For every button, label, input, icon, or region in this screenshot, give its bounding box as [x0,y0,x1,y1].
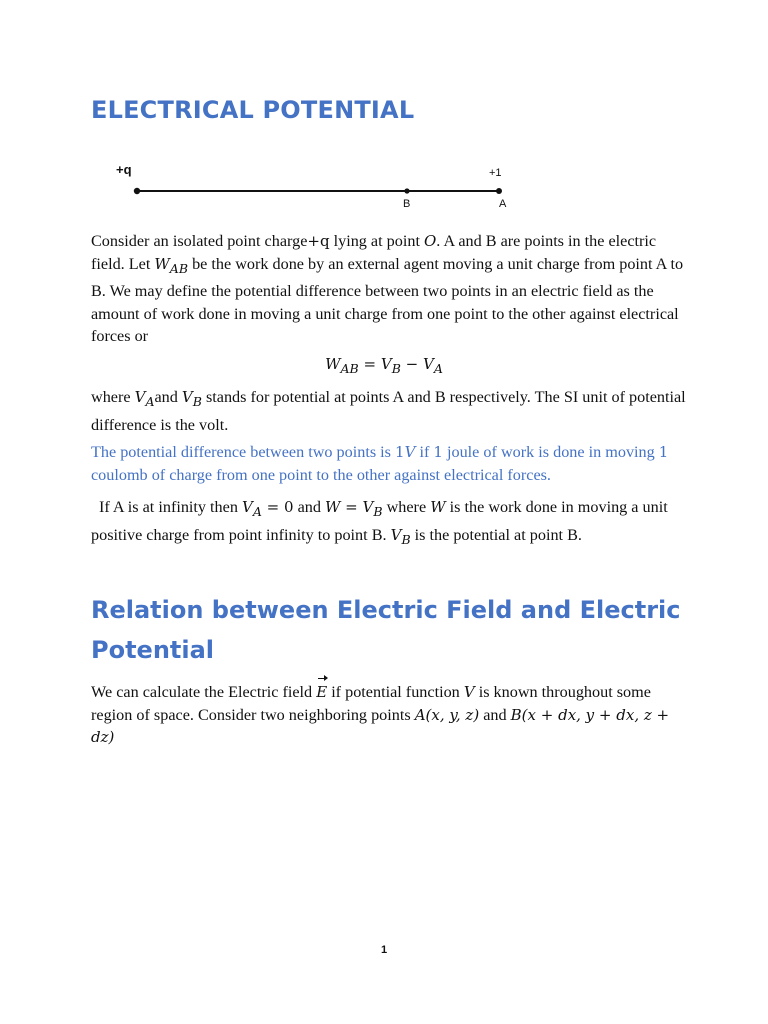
text: joule of work is done in moving [442,443,659,461]
math-symbol: W [324,498,341,516]
math-symbol: V [390,525,402,544]
text: is the work done in moving a unit positive charge from point infinity to point B. [91,498,668,544]
point-b-label: B [403,198,411,210]
math-coordinates: (x, y, z) [425,705,480,724]
math-subscript: B [192,394,202,409]
paragraph-volt-definition [91,441,691,486]
math-subscript: A [433,361,443,376]
math-subscript: A [145,394,155,409]
math-symbol: V [181,388,193,406]
math-symbol: W [154,254,170,273]
text: where [91,388,135,406]
math-number: 1 [395,443,405,461]
paragraph-infinity [91,496,691,551]
page-number: 1 [380,944,388,956]
text: . A and B are points in the electric field. Let [91,232,657,273]
math-vector-e: E [316,681,327,704]
text: where [382,498,431,516]
text: If A is at infinity then [99,498,242,516]
math-number: 1 [658,443,669,461]
text: and [154,388,182,406]
math-subscript: B [401,531,411,547]
math-unit: V [404,443,416,461]
text: stands for potential at points A and B respectively. The SI unit of potential difference is the volt. [91,388,686,434]
point-a-label: A [499,198,507,210]
text: is the potential at point B. [410,525,582,544]
math-operator: − [400,355,423,373]
heading-relation-field-potential: Relation between Electric Field and Electric Potential [91,596,681,664]
math-charge: +q [307,232,330,250]
math-symbol: V [380,355,392,373]
math-subscript: B [391,361,401,376]
math-subscript: A [252,504,262,519]
text: The potential difference between two points is [91,443,396,461]
equation-work-potential [0,355,768,376]
math-symbol: W [325,355,341,373]
text: is known throughout some region of space. Consider two neighboring points [91,683,651,724]
math-symbol: B [510,705,522,724]
math-coordinates: (x + dx, y + dx, z + dz) [91,705,670,746]
math-operator: = [340,498,363,516]
text: Consider an isolated point charge [91,232,308,250]
paragraph-field-from-potential [91,681,691,749]
paragraph-si-unit [91,386,691,436]
charge-line-diagram [0,150,768,220]
math-symbol: V [463,683,475,701]
text: and [293,498,325,516]
math-symbol: W [430,498,446,516]
text: and [479,705,511,724]
heading-electrical-potential: ELECTRICAL POTENTIAL [91,96,415,124]
math-subscript: AB [169,260,189,276]
text: coulomb of charge from one point to the other against electrical forces. [91,465,551,484]
text: if [415,443,434,461]
math-subscript: AB [340,361,359,376]
charge-point [134,188,140,194]
text: We can calculate the Electric field [91,683,317,701]
math-work-ab [154,254,189,276]
math-symbol: V [362,498,374,516]
point-b [404,188,409,193]
math-number: 1 [433,443,443,461]
math-operator: = 0 [261,498,294,516]
charge-label: +q [116,162,132,177]
math-symbol: V [241,498,253,516]
paragraph-definition [91,230,691,348]
math-symbol: A [414,705,426,724]
unit-charge-label: +1 [489,167,502,179]
math-symbol: V [134,388,146,406]
text: lying at point [329,232,424,250]
math-point-o: O [423,232,437,250]
math-subscript: B [373,504,383,519]
math-symbol: V [423,355,434,373]
text: if potential function [327,683,464,701]
text: be the work done by an external agent moving a unit charge from point A to B. We may define the potential difference between two points in an electric field as the amount of work done in moving a unit charge from one point to the other against electrical forces or [91,254,684,345]
point-a [496,188,502,194]
math-operator: = [358,355,381,373]
